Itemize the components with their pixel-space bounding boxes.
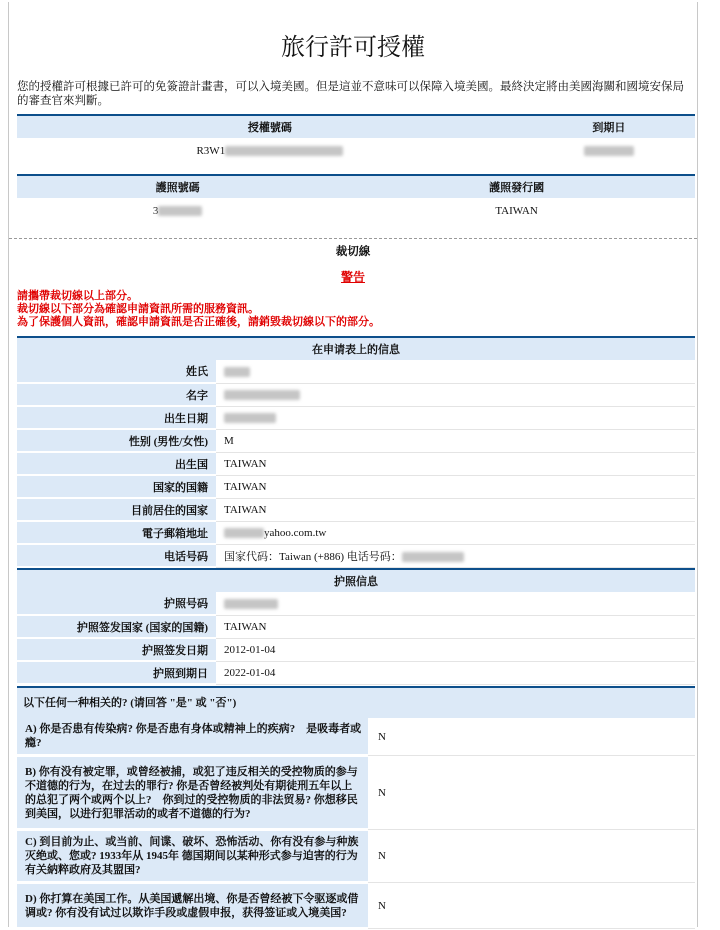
document-page — [8, 2, 698, 927]
passport-number-label: 护照号码 — [17, 592, 216, 615]
authorization-table — [17, 114, 695, 164]
redacted-blur — [224, 413, 276, 423]
redacted-blur — [224, 390, 300, 400]
passport-issuing-country-value: TAIWAN — [216, 615, 695, 638]
authorization-number-header: 授權號碼 — [17, 115, 523, 138]
surname-label: 姓氏 — [17, 360, 216, 383]
passport-expiry-label: 护照到期日 — [17, 661, 216, 684]
given-name-value — [216, 383, 695, 406]
passport-issue-date-label: 护照签发日期 — [17, 638, 216, 661]
page-title: 旅行許可授權 — [281, 35, 425, 61]
phone-value — [216, 544, 695, 567]
cut-line-divider — [9, 238, 697, 239]
question-a: A) 你是否患有传染病? 你是否患有身体或精神上的疾病? 是吸毒者或瘾? — [17, 718, 368, 756]
email-label: 電子郵箱地址 — [17, 521, 216, 544]
issuing-country-value: TAIWAN — [495, 205, 538, 217]
gender-label: 性别 (男性/女性) — [17, 429, 216, 452]
warning-line: 裁切線以下部分為確認申請資訊所需的服務資訊。 — [17, 303, 259, 315]
warning-title: 警告 — [340, 270, 365, 284]
questions-header: 以下任何一种相关的? (请回答 "是" 或 "否") — [17, 686, 695, 718]
application-info-table — [17, 336, 695, 568]
passport-expiry-value: 2022-01-04 — [216, 661, 695, 684]
email-domain-text: yahoo.com.tw — [264, 526, 327, 539]
passport-number-text: 3 — [152, 205, 159, 217]
birth-date-label: 出生日期 — [17, 406, 216, 429]
gender-value: M — [216, 429, 695, 452]
birth-country-value: TAIWAN — [216, 452, 695, 475]
redacted-blur — [224, 599, 278, 609]
question-c: C) 到目前为止、或当前、间谍、破坏、恐怖活动、你有没有参与种族灭绝或、您或? 1933年从 1945年 德国期间以某种形式参与迫害的行为有关納粹政府及其盟国? — [17, 830, 368, 883]
passport-number-value — [17, 198, 338, 224]
passport-number-detail — [216, 592, 695, 615]
birth-date-value — [216, 406, 695, 429]
nationality-value: TAIWAN — [216, 475, 695, 498]
redacted-blur — [224, 367, 250, 377]
nationality-label: 国家的国籍 — [17, 475, 216, 498]
passport-info-table — [17, 568, 695, 685]
warning-line: 請攜帶裁切線以上部分。 — [17, 290, 138, 302]
cut-line-label: 裁切線 — [335, 246, 371, 258]
residence-country-value: TAIWAN — [216, 498, 695, 521]
passport-summary-table — [17, 174, 695, 224]
phone-label: 电话号码 — [17, 544, 216, 567]
intro-paragraph: 您的授權許可根據已許可的免簽證計畫書，可以入境美國。但是這並不意味可以保障入境美國。最終決定將由美國海關和國境安保局的審查官來判斷。 — [17, 81, 684, 107]
answer-d: N — [368, 883, 695, 929]
question-b: B) 你有没有被定罪，或曾经被捕，或犯了违反相关的受控物质的参与不道德的行为，在过去的罪行? 你是否曾经被判处有期徒刑五年以上的总犯了两个或两个以上? 你到过的受控物质的非法贸易? 你想移民到美国，以进行犯罪活动的或者不道德的行为? — [17, 756, 368, 830]
question-d: D) 你打算在美国工作。从美国遞解出境、你是否曾经被下令驱逐或借调或? 你有没有试过以欺诈手段或虚假申报，获得签证或入境美国? — [17, 883, 368, 929]
answer-b: N — [368, 756, 695, 830]
passport-info-header: 护照信息 — [17, 569, 695, 592]
redacted-blur — [402, 552, 464, 562]
surname-value — [216, 360, 695, 383]
redacted-blur — [158, 206, 202, 216]
questions-table — [17, 718, 695, 930]
given-name-label: 名字 — [17, 383, 216, 406]
passport-issue-date-value: 2012-01-04 — [216, 638, 695, 661]
expiry-date-header: 到期日 — [523, 115, 695, 138]
redacted-blur — [224, 528, 264, 538]
residence-country-label: 目前居住的国家 — [17, 498, 216, 521]
authorization-number-text: R3W1 — [196, 145, 226, 157]
redacted-blur — [584, 146, 634, 156]
passport-number-header: 護照號碼 — [17, 175, 338, 198]
passport-issuing-country-label: 护照签发国家 (国家的国籍) — [17, 615, 216, 638]
phone-prefix-text: 国家代码：Taiwan (+886) 电话号码： — [224, 550, 402, 563]
application-info-header: 在申请表上的信息 — [17, 337, 695, 360]
warning-text — [17, 290, 697, 329]
answer-a: N — [368, 718, 695, 756]
expiry-date-value — [523, 138, 695, 164]
authorization-number-value — [17, 138, 523, 164]
answer-c: N — [368, 830, 695, 883]
birth-country-label: 出生国 — [17, 452, 216, 475]
email-value — [216, 521, 695, 544]
redacted-blur — [225, 146, 343, 156]
issuing-country-header: 護照發行國 — [338, 175, 695, 198]
warning-line: 為了保護個人資訊，確認申請資訊是否正確後，請銷毀裁切線以下的部分。 — [17, 316, 380, 328]
